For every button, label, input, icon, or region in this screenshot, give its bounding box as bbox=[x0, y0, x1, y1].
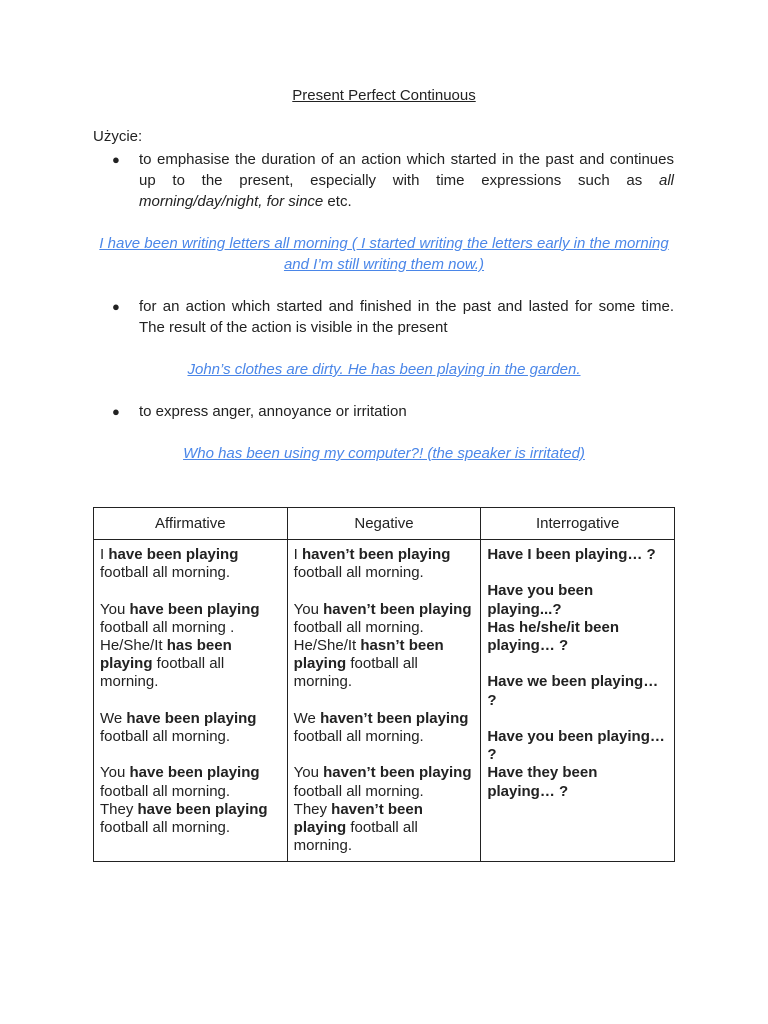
form-complement: football all morning. bbox=[100, 655, 225, 691]
form-complement: football all morning. bbox=[293, 655, 418, 691]
negative-form-4 bbox=[294, 710, 475, 746]
form-subject: You bbox=[293, 764, 324, 782]
form-verb: have been playing bbox=[129, 764, 260, 782]
form-verb: Have they been playing… ? bbox=[487, 764, 598, 800]
table-row bbox=[94, 540, 675, 862]
affirmative-form-1 bbox=[100, 546, 281, 582]
interrogative-form-5 bbox=[487, 728, 668, 764]
usage-bullet-2 bbox=[112, 296, 674, 338]
header-affirmative: Affirmative bbox=[94, 508, 288, 540]
affirmative-form-4 bbox=[100, 710, 281, 746]
form-verb: have been playing bbox=[126, 709, 257, 727]
form-complement: football all morning . bbox=[100, 618, 235, 636]
page-title: Present Perfect Continuous bbox=[292, 87, 476, 104]
form-verb: haven’t been playing bbox=[323, 600, 472, 618]
usage-label: Użycie: bbox=[93, 128, 143, 145]
negative-form-2 bbox=[294, 601, 475, 637]
form-subject: You bbox=[100, 600, 130, 618]
form-complement: football all morning. bbox=[293, 728, 424, 745]
form-complement: football all morning. bbox=[293, 782, 424, 800]
form-subject: He/She/It bbox=[293, 637, 361, 654]
header-negative: Negative bbox=[287, 508, 481, 540]
bullet-dot-icon: ● bbox=[112, 299, 120, 314]
form-verb: Have you been playing… ? bbox=[487, 727, 665, 764]
bullet-dot-icon: ● bbox=[112, 404, 120, 419]
bullet-text-end: etc. bbox=[323, 193, 352, 210]
interrogative-form-4 bbox=[487, 673, 668, 709]
form-subject: He/She/It bbox=[100, 637, 167, 654]
usage-bullet-1 bbox=[112, 149, 674, 212]
form-verb: Have I been playing… ? bbox=[487, 546, 656, 563]
usage-bullet-3 bbox=[112, 401, 674, 422]
affirmative-form-3 bbox=[100, 637, 281, 692]
form-subject: You bbox=[293, 600, 324, 618]
form-complement: football all morning. bbox=[293, 819, 418, 855]
form-complement: football all morning. bbox=[100, 782, 231, 800]
form-subject: We bbox=[100, 709, 127, 727]
form-verb: have been playing bbox=[129, 600, 260, 618]
affirmative-form-6 bbox=[100, 801, 281, 837]
form-complement: football all morning. bbox=[100, 564, 231, 582]
form-verb: Has he/she/it been playing… ? bbox=[487, 618, 620, 654]
form-verb: has been playing bbox=[100, 637, 232, 673]
interrogative-form-1 bbox=[487, 546, 668, 564]
interrogative-form-6 bbox=[487, 764, 668, 800]
negative-form-5 bbox=[294, 764, 475, 800]
form-subject: They bbox=[293, 800, 332, 818]
form-subject: I bbox=[293, 546, 302, 563]
form-subject: We bbox=[293, 709, 321, 727]
example-sentence-3: Who has been using my computer?! (the speaker is irritated) bbox=[183, 445, 585, 462]
table-header-row bbox=[94, 508, 675, 540]
example-sentence-2: John’s clothes are dirty. He has been playing in the garden. bbox=[187, 361, 581, 378]
form-complement: football all morning. bbox=[293, 618, 424, 636]
bullet-text-main: to emphasise the duration of an action which started in the past and continues up to the present, especially with time expressions such as bbox=[139, 151, 674, 189]
negative-column bbox=[287, 540, 481, 862]
bullet-text-italic: all morning/day/night, for since bbox=[139, 172, 674, 210]
negative-form-6 bbox=[294, 801, 475, 856]
negative-form-1 bbox=[294, 546, 475, 582]
usage-bullet-text bbox=[139, 149, 674, 212]
form-verb: Have you been playing...? bbox=[487, 582, 594, 618]
form-verb: hasn’t been playing bbox=[293, 637, 444, 673]
form-subject: They bbox=[100, 800, 138, 818]
form-verb: haven’t been playing bbox=[293, 800, 423, 836]
example-sentence-1: I have been writing letters all morning ( I started writing the letters early in the morning and I’m still writing them now.) bbox=[99, 235, 669, 273]
affirmative-column bbox=[94, 540, 288, 862]
form-verb: have been playing bbox=[108, 546, 239, 563]
form-complement: football all morning. bbox=[293, 564, 424, 582]
interrogative-form-3 bbox=[487, 619, 668, 655]
form-subject: You bbox=[100, 764, 130, 782]
conjugation-table bbox=[93, 507, 675, 862]
interrogative-column bbox=[481, 540, 675, 862]
form-verb: haven’t been playing bbox=[320, 709, 469, 727]
form-verb: haven’t been playing bbox=[302, 546, 451, 563]
form-complement: football all morning. bbox=[100, 728, 231, 745]
usage-bullet-text: for an action which started and finished in the past and lasted for some time. The result of the action is visible in the present bbox=[139, 298, 674, 336]
form-complement: football all morning. bbox=[100, 819, 231, 836]
usage-bullet-text: to express anger, annoyance or irritation bbox=[139, 403, 407, 420]
interrogative-form-2 bbox=[487, 582, 668, 618]
affirmative-form-5 bbox=[100, 764, 281, 800]
form-verb: have been playing bbox=[137, 800, 268, 818]
form-verb: haven’t been playing bbox=[323, 764, 472, 782]
form-verb: Have we been playing… ? bbox=[487, 673, 659, 709]
header-interrogative: Interrogative bbox=[481, 508, 675, 540]
negative-form-3 bbox=[294, 637, 475, 692]
bullet-dot-icon: ● bbox=[112, 152, 120, 167]
form-subject: I bbox=[100, 546, 109, 563]
affirmative-form-2 bbox=[100, 601, 281, 637]
